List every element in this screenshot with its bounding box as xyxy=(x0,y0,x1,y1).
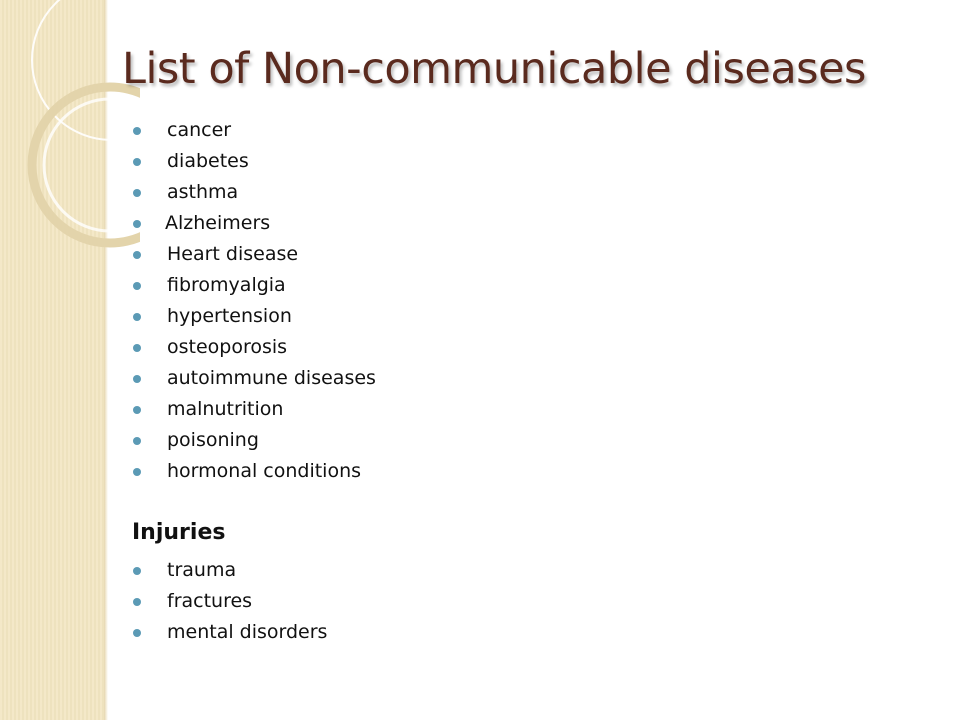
bullet-icon xyxy=(133,629,141,637)
bullet-icon xyxy=(133,313,141,321)
bullet-icon xyxy=(133,220,141,228)
slide-title: List of Non-communicable diseases xyxy=(122,44,866,94)
list-item-text: diabetes xyxy=(167,150,249,172)
decorative-circles xyxy=(0,0,140,260)
list-item-text: hormonal conditions xyxy=(167,460,362,482)
injuries-heading: Injuries xyxy=(132,520,226,545)
bullet-icon xyxy=(133,251,141,259)
bullet-icon xyxy=(133,468,141,476)
bullet-icon xyxy=(133,598,141,606)
list-item-text: osteoporosis xyxy=(167,336,288,358)
list-item-text: malnutrition xyxy=(167,398,284,420)
bullet-icon xyxy=(133,158,141,166)
bullet-icon xyxy=(133,344,141,352)
list-item-text: fractures xyxy=(167,590,253,612)
list-item-text: hypertension xyxy=(167,305,292,327)
list-item-text: fibromyalgia xyxy=(167,274,286,296)
bullet-icon xyxy=(133,189,141,197)
list-item-text: mental disorders xyxy=(167,621,328,643)
bullet-icon xyxy=(133,567,141,575)
list-item-text: Heart disease xyxy=(167,243,299,265)
list-item-text: autoimmune diseases xyxy=(167,367,376,389)
list-item-text: Alzheimers xyxy=(165,212,271,234)
bullet-icon xyxy=(133,437,141,445)
bullet-icon xyxy=(133,406,141,414)
list-item-text: poisoning xyxy=(167,429,259,451)
list-item-text: asthma xyxy=(167,181,239,203)
list-item-text: trauma xyxy=(167,559,237,581)
bullet-icon xyxy=(133,375,141,383)
bullet-icon xyxy=(133,127,141,135)
bullet-icon xyxy=(133,282,141,290)
list-item-text: cancer xyxy=(167,119,232,141)
